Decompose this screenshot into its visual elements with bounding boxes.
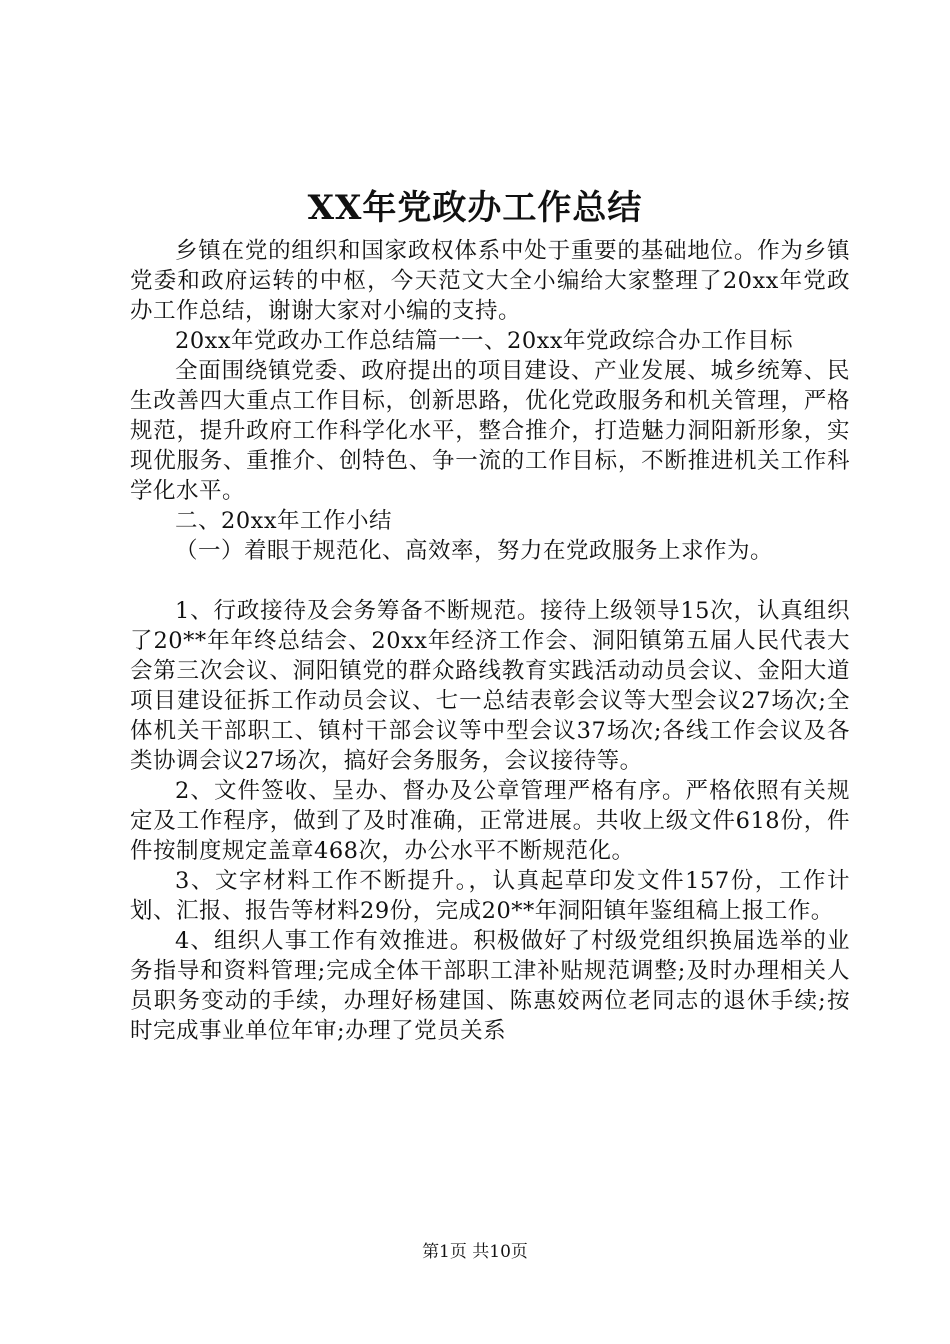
document-body xyxy=(130,236,850,1046)
paragraph-section-heading-2: 二、20xx年工作小结 xyxy=(175,508,393,534)
paragraph-intro: 乡镇在党的组织和国家政权体系中处于重要的基础地位。作为乡镇党委和政府运转的中枢，今天范文大全小编给大家整理了20xx年党政办工作总结，谢谢大家对小编的支持。 xyxy=(130,238,850,324)
paragraph-item-4: 4、组织人事工作有效推进。积极做好了村级党组织换届选举的业务指导和资料管理;完成全体干部职工津补贴规范调整;及时办理相关人员职务变动的手续，办理好杨建国、陈惠姣两位老同志的退休手续;按时完成事业单位年审;办理了党员关系 xyxy=(130,928,850,1044)
paragraph-section-heading-1: 20xx年党政办工作总结篇一一、20xx年党政综合办工作目标 xyxy=(175,328,794,354)
page-number-footer: 第1页 共10页 xyxy=(422,1242,528,1262)
paragraph-item-1: 1、行政接待及会务筹备不断规范。接待上级领导15次，认真组织了20**年年终总结会、20xx年经济工作会、洞阳镇第五届人民代表大会第三次会议、洞阳镇党的群众路线教育实践活动动员会议、金阳大道项目建设征拆工作动员会议、七一总结表彰会议等大型会议27场次;全体机关干部职工、镇村干部会议等中型会议37场次;各线工作会议及各类协调会议27场次，搞好会务服务，会议接待等。 xyxy=(130,598,850,774)
paragraph-subheading-1: （一）着眼于规范化、高效率，努力在党政服务上求作为。 xyxy=(175,538,774,564)
paragraph-item-3: 3、文字材料工作不断提升。，认真起草印发文件157份，工作计划、汇报、报告等材料29份，完成20**年洞阳镇年鉴组稿上报工作。 xyxy=(130,868,850,924)
paragraph-goals: 全面围绕镇党委、政府提出的项目建设、产业发展、城乡统筹、民生改善四大重点工作目标，创新思路，优化党政服务和机关管理，严格规范，提升政府工作科学化水平，整合推介，打造魅力洞阳新形象，实现优服务、重推介、创特色、争一流的工作目标，不断推进机关工作科学化水平。 xyxy=(130,358,850,504)
document-title: XX年党政办工作总结 xyxy=(307,188,643,228)
paragraph-item-2: 2、文件签收、呈办、督办及公章管理严格有序。严格依照有关规定及工作程序，做到了及时准确，正常进展。共收上级文件618份，件件按制度规定盖章468次，办公水平不断规范化。 xyxy=(130,778,850,864)
